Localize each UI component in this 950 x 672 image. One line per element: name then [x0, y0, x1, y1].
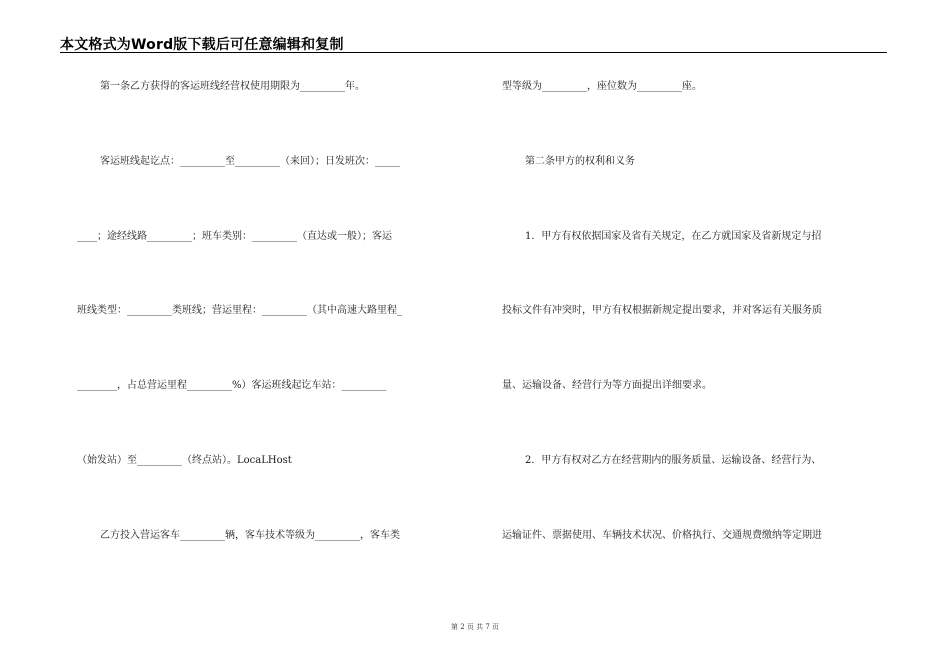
right-line-5: 量、运输设备、经营行为等方面提出详细要求。: [502, 380, 712, 391]
right-line-7: 运输证件、票据使用、车辆技术状况、价格执行、交通规费缴纳等定期进: [502, 530, 822, 541]
header-divider: [60, 52, 887, 53]
right-line-1: 型等级为_________，座位数为_________座。: [502, 81, 702, 92]
left-line-2: 客运班线起讫点：_________至_________（来回）；日发班次：_____: [100, 156, 400, 167]
left-line-4: 班线类型：_________类班线；营运里程：_________（其中高速大路里程_: [77, 305, 402, 316]
right-line-2: 第二条甲方的权利和义务: [525, 156, 635, 167]
left-line-1: 第一条乙方获得的客运班线经营权使用期限为_________年。: [100, 81, 365, 92]
right-line-4: 投标文件有冲突时，甲方有权根据新规定提出要求，并对客运有关服务质: [502, 305, 822, 316]
page-number-footer: 第 2 页 共 7 页: [450, 623, 500, 631]
header-title: 本文格式为Word版下载后可任意编辑和复制: [60, 37, 344, 53]
left-line-6: （始发站）至_________（终点站）。LocaLHost: [77, 455, 292, 466]
left-line-3: ____；途经线路_________；班车类别：_________（直达或一般）；客运: [77, 231, 392, 242]
right-line-3: 1．甲方有权依据国家及省有关规定，在乙方就国家及省新规定与招: [525, 231, 822, 242]
right-line-6: 2．甲方有权对乙方在经营期内的服务质量、运输设备、经营行为、: [525, 455, 822, 466]
left-line-7: 乙方投入营运客车_________辆，客车技术等级为_________，客车类: [100, 530, 400, 541]
left-line-5: ________，占总营运里程_________%）客运班线起讫车站：_________: [77, 380, 387, 391]
